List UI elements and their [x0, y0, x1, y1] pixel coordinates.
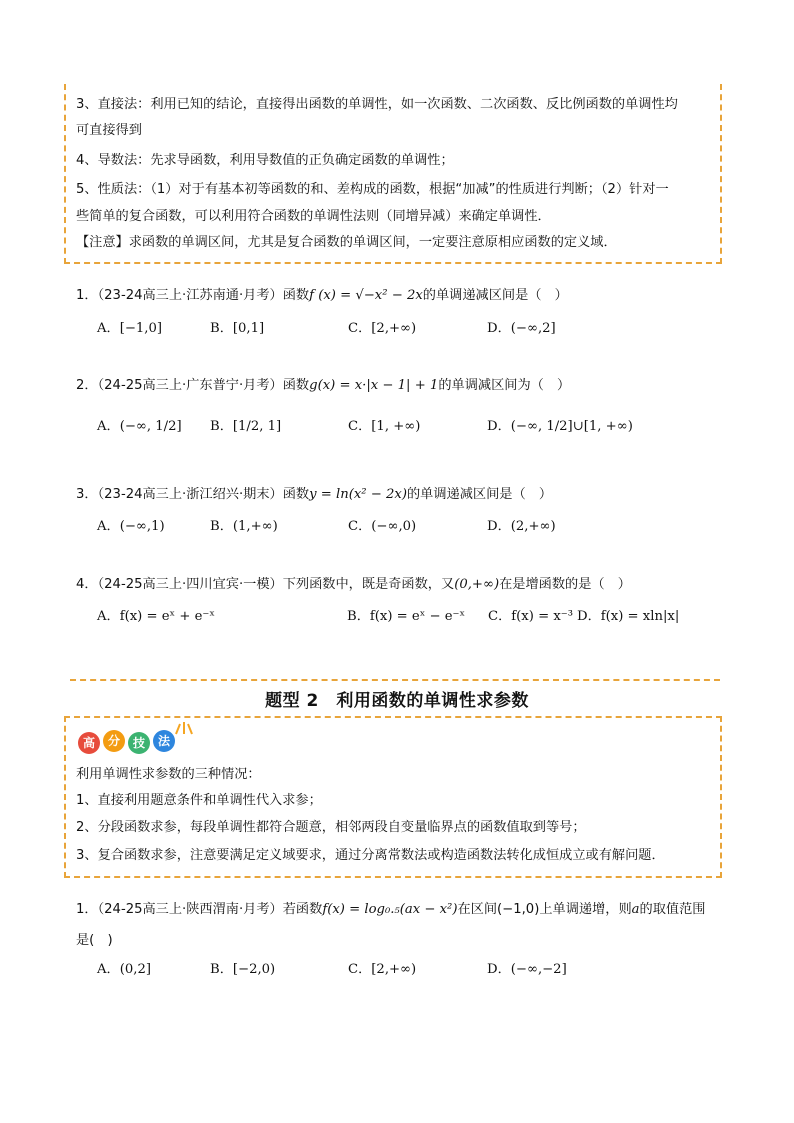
s2q1-option-b[interactable]: B．[−2,0) [210, 962, 276, 977]
q2-option-d[interactable]: D．(−∞, 1/2]∪[1, +∞) [487, 419, 633, 434]
sparkle-icon [174, 722, 194, 736]
s2-question-1 [76, 900, 705, 920]
question-2-expr: g(x) = x·|x − 1| + 1 [309, 378, 439, 393]
q4-option-b[interactable]: B．f(x) = eˣ − e⁻ˣ [347, 609, 466, 624]
question-1-stem: 1．（23-24高三上·江苏南通·月考）函数 [76, 288, 310, 303]
s2-question-1-line2: 是( ) [76, 933, 113, 948]
question-2-stem: 2．（24-25高三上·广东普宁·月考）函数 [76, 378, 310, 393]
method-line-3-cont: 可直接得到 [76, 123, 142, 138]
method-note: 【注意】求函数的单调区间，尤其是复合函数的单调区间，一定要注意原相应函数的定义域． [76, 235, 617, 250]
question-4-expr: (0,+∞) [454, 577, 500, 592]
param-case-1: 1、直接利用题意条件和单调性代入求参； [76, 793, 322, 808]
q1-option-d[interactable]: D．(−∞,2] [487, 321, 556, 336]
question-4-stem-end: 在是增函数的是（ ） [499, 577, 631, 592]
s2-question-1-stem-mid: 在区间(−1,0)上单调递增，则 [457, 902, 632, 917]
question-2-stem-end: 的单调减区间为（ ） [438, 378, 571, 393]
s2-question-1-expr: f(x) = log₀.₅(ax − x²) [322, 902, 458, 917]
s2-question-1-stem-end: 的取值范围 [639, 902, 706, 917]
q1-option-a[interactable]: A．[−1,0] [97, 321, 163, 336]
q1-option-b[interactable]: B．[0,1] [210, 321, 265, 336]
question-4-stem: 4．（24-25高三上·四川宜宾·一模）下列函数中，既是奇函数，又 [76, 577, 455, 592]
q4-option-a[interactable]: A．f(x) = eˣ + e⁻ˣ [97, 609, 215, 624]
q3-option-c[interactable]: C．(−∞,0) [348, 519, 417, 534]
question-3-stem: 3．（23-24高三上·浙江绍兴·期末）函数 [76, 487, 310, 502]
s2-question-1-var: a [631, 902, 640, 917]
q4-option-d[interactable]: D．f(x) = xln|x| [577, 609, 680, 624]
question-4 [76, 575, 631, 595]
badge-char-2: 分 [103, 730, 125, 752]
method-line-3: 3、直接法：利用已知的结论，直接得出函数的单调性，如一次函数、二次函数、反比例函数的单调性均 [76, 97, 678, 112]
section-2-title: 题型 2 利用函数的单调性求参数 [265, 691, 529, 711]
param-intro: 利用单调性求参数的三种情况： [76, 767, 261, 782]
q4-option-c[interactable]: C．f(x) = x⁻³ [488, 609, 574, 624]
param-case-2: 2、分段函数求参，每段单调性都符合题意，相邻两段自变量临界点的函数值取到等号； [76, 820, 586, 835]
q3-option-b[interactable]: B．(1,+∞) [210, 519, 278, 534]
question-3 [76, 485, 552, 505]
q1-option-c[interactable]: C．[2,+∞) [348, 321, 417, 336]
s2q1-option-a[interactable]: A．(0,2] [97, 962, 151, 977]
badge-char-1: 高 [78, 732, 100, 754]
question-1 [76, 286, 568, 306]
q2-option-c[interactable]: C．[1, +∞) [348, 419, 421, 434]
badge-char-4: 法 [153, 730, 175, 752]
method-line-4: 4、导数法：先求导函数，利用导数值的正负确定函数的单调性； [76, 153, 454, 168]
s2-question-1-stem: 1．（24-25高三上·陕西渭南·月考）若函数 [76, 902, 323, 917]
section-divider [70, 679, 720, 681]
badge-char-3: 技 [128, 732, 150, 754]
question-1-stem-end: 的单调递减区间是（ ） [422, 288, 568, 303]
param-case-3: 3、复合函数求参，注意要满足定义域要求，通过分离常数法或构造函数法转化成恒成立或有解问题． [76, 848, 665, 863]
q3-option-d[interactable]: D．(2,+∞) [487, 519, 556, 534]
q2-option-a[interactable]: A．(−∞, 1/2] [97, 419, 182, 434]
question-1-expr: f (x) = √−x² − 2x [309, 288, 423, 303]
question-2 [76, 376, 570, 396]
q2-option-b[interactable]: B．[1/2, 1] [210, 419, 282, 434]
tips-badge [78, 726, 198, 760]
question-3-expr: y = ln(x² − 2x) [309, 487, 407, 502]
s2q1-option-c[interactable]: C．[2,+∞) [348, 962, 417, 977]
s2q1-option-d[interactable]: D．(−∞,−2] [487, 962, 567, 977]
method-line-5-cont: 些简单的复合函数，可以利用符合函数的单调性法则（同增异减）来确定单调性． [76, 209, 551, 224]
q3-option-a[interactable]: A．(−∞,1) [97, 519, 165, 534]
question-3-stem-end: 的单调递减区间是（ ） [407, 487, 553, 502]
method-line-5: 5、性质法：（1）对于有基本初等函数的和、差构成的函数，根据“加减”的性质进行判断；（2）针对一 [76, 182, 669, 197]
